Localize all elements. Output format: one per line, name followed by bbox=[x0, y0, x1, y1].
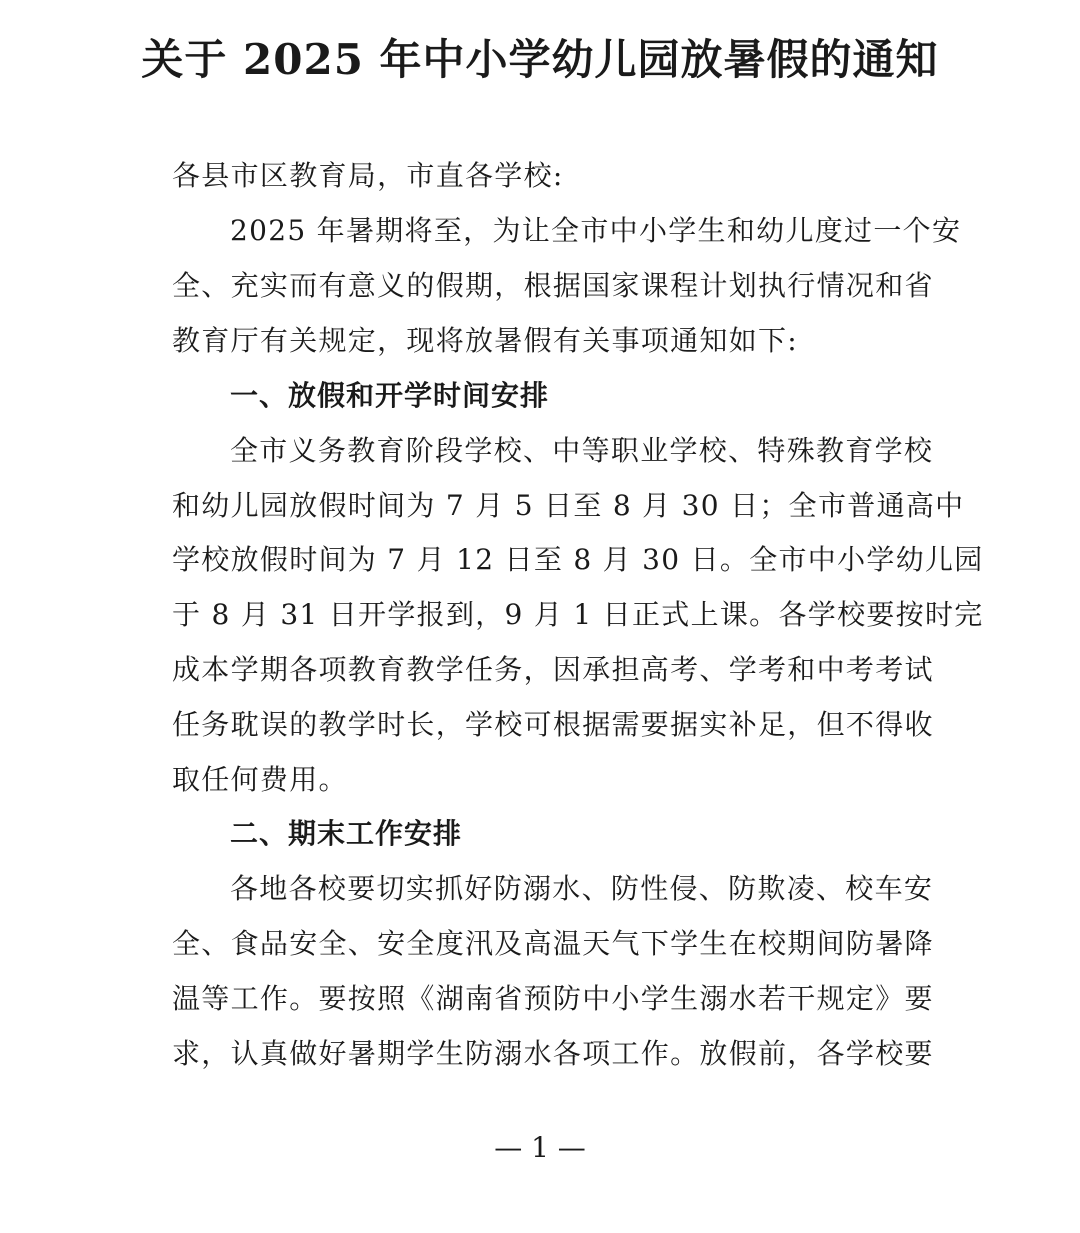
intro-line-1: 2025 年暑期将至，为让全市中小学生和幼儿度过一个安 bbox=[230, 214, 962, 247]
section-1-line-6: 任务耽误的教学时长，学校可根据需要据实补足，但不得收 bbox=[172, 708, 934, 741]
section-1-line-5: 成本学期各项教育教学任务，因承担高考、学考和中考考试 bbox=[172, 653, 934, 686]
section-1-line-3: 学校放假时间为 7 月 12 日至 8 月 30 日。全市中小学幼儿园 bbox=[172, 543, 984, 576]
section-2-line-1: 各地各校要切实抓好防溺水、防性侵、防欺凌、校车安 bbox=[230, 872, 934, 905]
section-1-heading: 一、放假和开学时间安排 bbox=[230, 379, 550, 412]
intro-line-2: 全、充实而有意义的假期，根据国家课程计划执行情况和省 bbox=[172, 269, 934, 302]
section-1-line-7: 取任何费用。 bbox=[172, 763, 348, 796]
section-1-line-2: 和幼儿园放假时间为 7 月 5 日至 8 月 30 日；全市普通高中 bbox=[172, 489, 965, 522]
section-1-line-1: 全市义务教育阶段学校、中等职业学校、特殊教育学校 bbox=[230, 434, 934, 467]
section-1-line-4: 于 8 月 31 日开学报到，9 月 1 日正式上课。各学校要按时完 bbox=[172, 598, 984, 631]
page-number: — 1 — bbox=[494, 1131, 586, 1164]
salutation: 各县市区教育局，市直各学校: bbox=[172, 159, 564, 192]
section-2-line-2: 全、食品安全、安全度汛及高温天气下学生在校期间防暑降 bbox=[172, 927, 934, 960]
section-2-line-4: 求，认真做好暑期学生防溺水各项工作。放假前，各学校要 bbox=[172, 1037, 934, 1070]
intro-line-3: 教育厅有关规定，现将放暑假有关事项通知如下: bbox=[172, 324, 799, 357]
section-2-line-3: 温等工作。要按照《湖南省预防中小学生溺水若干规定》要 bbox=[172, 982, 934, 1015]
document-title: 关于 2025 年中小学幼儿园放暑假的通知 bbox=[141, 35, 939, 84]
section-2-heading: 二、期末工作安排 bbox=[230, 817, 463, 850]
